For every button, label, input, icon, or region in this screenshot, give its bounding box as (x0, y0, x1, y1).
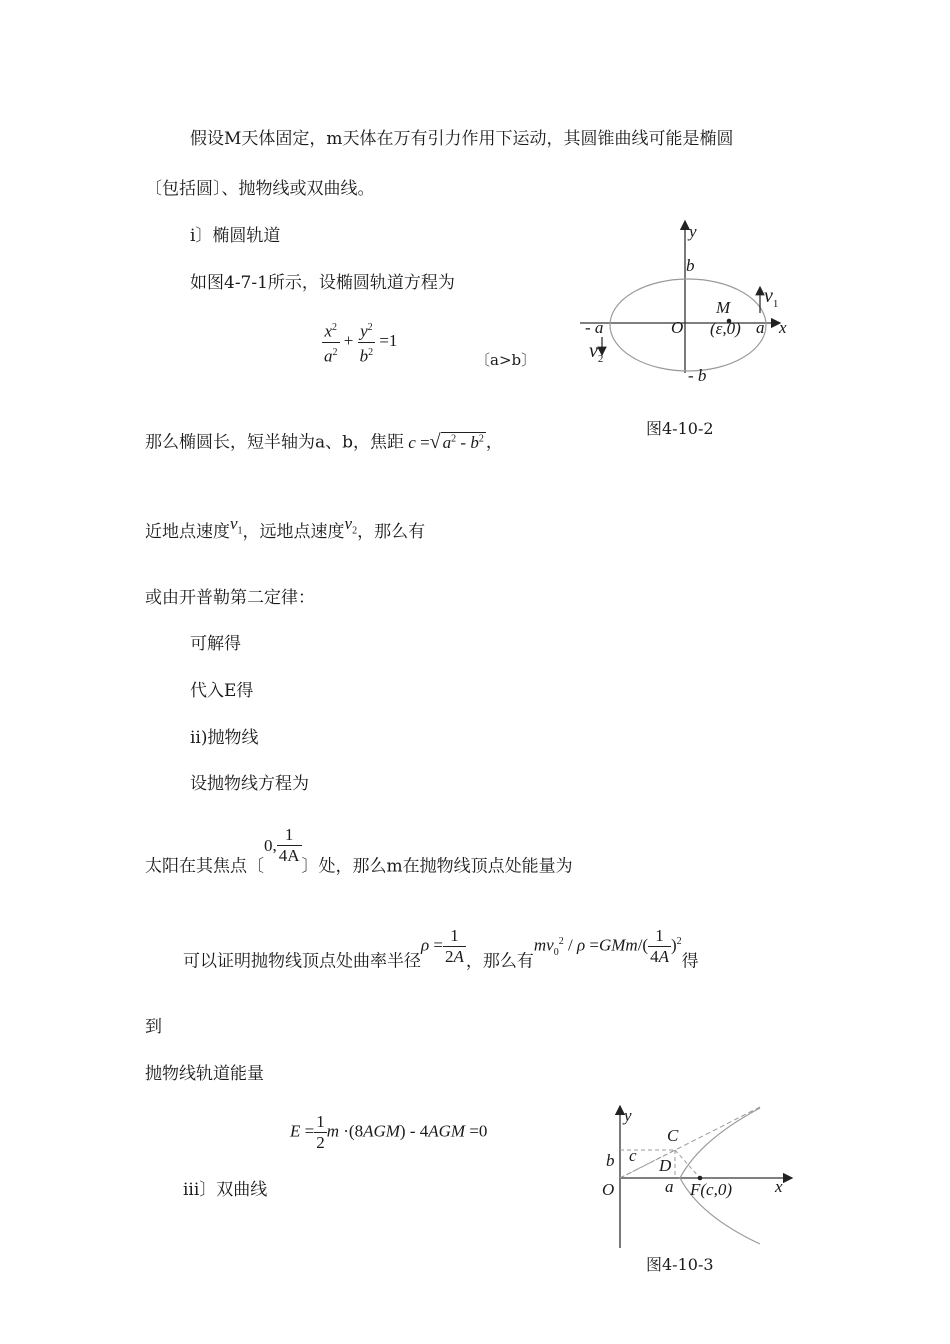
paragraph-ellipse-eq-intro: 如图4-7-1所示，设椭圆轨道方程为 (190, 273, 455, 293)
figure-caption-ellipse: 图4-10-2 (646, 419, 714, 438)
v2-letter: v (589, 340, 598, 362)
paragraph-parabola-energy: 抛物线轨道能量 (145, 1064, 264, 1084)
radius-formula: ρ = $\frac{1}{2A}$ (421, 926, 464, 966)
fig1-label-v2 (589, 340, 603, 365)
force-formula: $mv_0^2 / \rho =GMm/$( $\frac{1}{4A}$ )$^2$ (533, 926, 682, 966)
fig1-label-neg-b: - b (688, 366, 707, 385)
paragraph-obtain-cont: 到 (145, 1017, 162, 1037)
fig2-label-b: b (606, 1151, 615, 1170)
then-text: ，那么有 (357, 522, 426, 542)
fig2-label-origin: O (602, 1180, 615, 1199)
fig2-label-focus: F(c,0) (690, 1180, 733, 1199)
focus-coordinates: 0, $\frac{1}{4A}$ (264, 825, 300, 865)
fig2-label-a: a (665, 1177, 674, 1196)
ellipse-equation: $\frac{x^2}{a^2}$ + $\frac{y^2}{b^2}$ =1 (322, 318, 397, 366)
heading-ellipse: i〕椭圆轨道 (190, 226, 281, 246)
comma: ， (485, 432, 503, 453)
heading-hyperbola: iii〕双曲线 (183, 1180, 268, 1200)
fig2-label-d: D (659, 1156, 672, 1175)
fig1-label-x: x (779, 318, 787, 337)
hyperbola-figure (580, 1100, 800, 1250)
fig2-label-x: x (775, 1177, 783, 1196)
heading-parabola: ii)抛物线 (190, 728, 259, 748)
v1-letter: v (764, 285, 773, 307)
fig1-label-a: a (756, 318, 765, 337)
fig1-label-neg-a: - a (585, 318, 604, 337)
ellipse-condition: 〔a>b〕 (475, 351, 537, 369)
perigee-speed-text: 近地点速度 (145, 522, 230, 542)
paragraph-intro: 假设M天体固定，m天体在万有引力作用下运动，其圆锥曲线可能是椭圆 (190, 129, 734, 149)
energy-equation: E = $\frac{1}{2}$ m ·(8AGM) - 4AGM =0 (290, 1112, 488, 1152)
paragraph-kepler: 或由开普勒第二定律： (145, 588, 315, 608)
v2-symbol: $v_2$ (344, 514, 358, 537)
apogee-speed-text: ，远地点速度 (242, 522, 345, 542)
fig2-label-c-point: C (667, 1126, 679, 1145)
obtain-text: 得 (681, 951, 699, 972)
focus-text-post: 〕处，那么m在抛物线顶点处能量为 (301, 856, 573, 877)
v1-subscript: 1 (772, 298, 779, 310)
fig1-label-m: M (716, 298, 731, 317)
semi-axes-text: 那么椭圆长，短半轴为a、b，焦距 (145, 432, 405, 453)
fig2-label-c: c (629, 1146, 637, 1165)
paragraph-solve: 可解得 (190, 634, 241, 654)
v1-symbol: $v_1$ (230, 514, 243, 537)
paragraph-parabola-eq: 设抛物线方程为 (190, 774, 309, 794)
figure-caption-hyperbola: 图4-10-3 (646, 1255, 714, 1274)
hyperbola-branch (680, 1108, 760, 1244)
paragraph-intro-cont: 〔包括圆〕、抛物线或双曲线。 (145, 179, 375, 199)
focus-text-pre: 太阳在其焦点〔 (145, 856, 264, 877)
fig2-label-y: y (624, 1106, 632, 1125)
paragraph-substitute: 代入E得 (190, 681, 254, 701)
fig1-label-b: b (686, 256, 695, 275)
paragraph-velocities (145, 514, 426, 551)
v2-subscript: 2 (597, 353, 604, 365)
fig1-label-focus: (ε,0) (710, 319, 741, 338)
ellipse-orbit (610, 279, 766, 371)
fig1-label-v1 (764, 285, 778, 310)
fig1-label-y: y (689, 222, 697, 241)
paragraph-semi-axes (145, 427, 503, 455)
focal-distance-formula: c =√ $a^2 - b^2$ (404, 430, 484, 453)
fig1-label-origin: O (671, 318, 684, 337)
paragraph-focus (145, 825, 573, 888)
curvature-text: 可以证明抛物线顶点处曲率半径 (183, 951, 421, 972)
paragraph-curvature (183, 926, 699, 983)
then-has-text: ，那么有 (465, 951, 534, 972)
